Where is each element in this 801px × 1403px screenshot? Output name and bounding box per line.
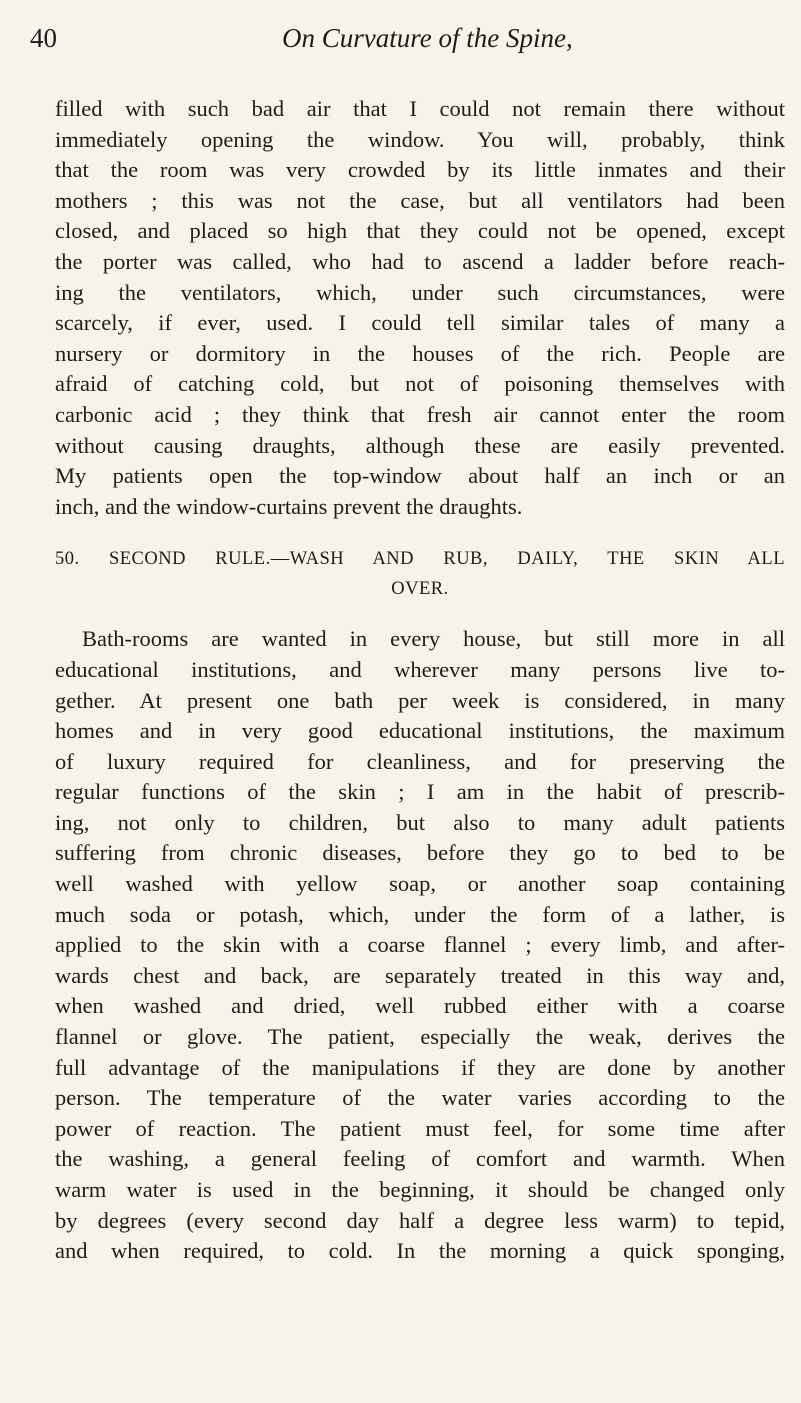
- text-line: My patients open the top-window about half an inch or an: [55, 463, 785, 489]
- running-head: [30, 20, 770, 56]
- text-line: flannel or glove. The patient, especially the weak, derives the: [55, 1024, 785, 1050]
- text-line: much soda or potash, which, under the form of a lather, is: [55, 901, 785, 927]
- heading-line: OVER.: [391, 579, 449, 600]
- text-line: closed, and placed so high that they could not be opened, except: [55, 218, 785, 244]
- text-line: warm water is used in the beginning, it should be changed only: [55, 1177, 785, 1202]
- running-title: On Curvature of the Spine,: [282, 23, 573, 53]
- text-line: carbonic acid ; they think that fresh air cannot enter the room: [55, 401, 785, 427]
- text-line: well washed with yellow soap, or another soap containing: [55, 871, 785, 897]
- text-line: afraid of catching cold, but not of poisoning themselves with: [55, 371, 785, 397]
- text-line: person. The temperature of the water varies according to the: [55, 1085, 785, 1111]
- text-line: mothers ; this was not the case, but all ventilators had been: [55, 187, 785, 213]
- section-heading: [55, 544, 785, 604]
- paragraph-ventilation: [55, 94, 785, 522]
- text-line: homes and in very good educational institutions, the maximum: [55, 718, 785, 744]
- text-line: scarcely, if ever, used. I could tell similar tales of many a: [55, 310, 785, 336]
- text-line: the porter was called, who had to ascend a ladder before reach-: [55, 248, 785, 274]
- paragraph-bathing: [55, 624, 785, 1266]
- text-line: educational institutions, and wherever many persons live to-: [55, 656, 785, 682]
- text-line: regular functions of the skin ; I am in the habit of prescrib-: [55, 779, 785, 805]
- text-line: full advantage of the manipulations if they are done by another: [55, 1054, 785, 1080]
- page-number: 40: [30, 23, 57, 53]
- text-line: the washing, a general feeling of comfort and warmth. When: [55, 1146, 785, 1172]
- text-line: power of reaction. The patient must feel, for some time after: [55, 1115, 785, 1141]
- text-line: when washed and dried, well rubbed either with a coarse: [55, 993, 785, 1019]
- text-line: immediately opening the window. You will, probably, think: [55, 126, 785, 152]
- body-text: [55, 94, 785, 1267]
- text-line: without causing draughts, although these are easily prevented.: [55, 432, 785, 458]
- text-line: filled with such bad air that I could not remain there without: [55, 96, 785, 121]
- text-line: suffering from chronic diseases, before they go to bed to be: [55, 840, 785, 866]
- text-line: applied to the skin with a coarse flannel ; every limb, and after-: [55, 932, 785, 958]
- text-line: inch, and the window-curtains prevent the draughts.: [55, 493, 523, 519]
- text-line: ing, not only to children, but also to many adult patients: [55, 809, 785, 835]
- text-line: Bath-rooms are wanted in every house, but still more in all: [82, 626, 785, 652]
- heading-line: 50. SECOND RULE.—WASH AND RUB, DAILY, THE SKIN ALL: [55, 549, 785, 570]
- text-line: that the room was very crowded by its little inmates and their: [55, 157, 785, 183]
- text-line: of luxury required for cleanliness, and for preserving the: [55, 748, 785, 774]
- text-line: wards chest and back, are separately treated in this way and,: [55, 962, 785, 988]
- text-line: gether. At present one bath per week is considered, in many: [55, 687, 785, 713]
- text-line: nursery or dormitory in the houses of the rich. People are: [55, 340, 785, 366]
- text-line: by degrees (every second day half a degree less warm) to tepid,: [55, 1207, 785, 1233]
- text-line: and when required, to cold. In the morning a quick sponging,: [55, 1238, 785, 1264]
- text-line: ing the ventilators, which, under such circumstances, were: [55, 279, 785, 305]
